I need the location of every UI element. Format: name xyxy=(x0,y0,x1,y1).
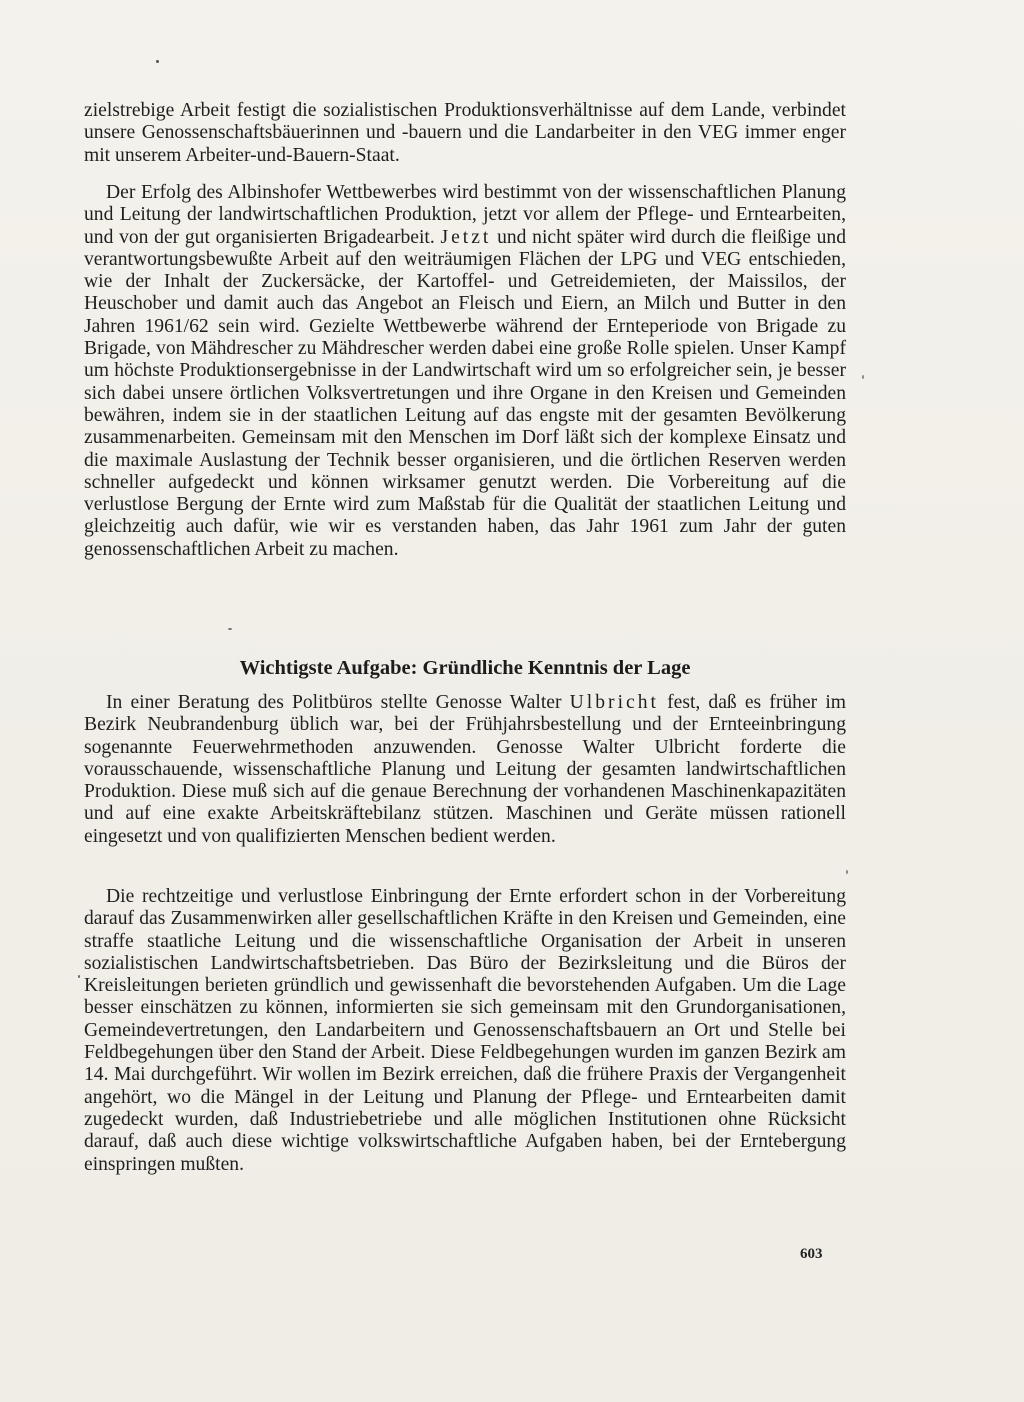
paragraph-text-end: und nicht später wird durch die fleißige und verantwortungsbewußte Arbeit auf den weiträumigen Flächen der LPG und VEG entschieden, wie der Inhalt der Zuckersäcke, der Kartoffel- und Getreidemieten, der Maissilos, der Heuschober und damit auch das Angebot an Fleisch und Eiern, an Milch und Butter in den Jahren 1961/62 sein wird. Gezielte Wettbewerbe während der Ernteperiode von Brigade zu Brigade, von Mähdrescher zu Mähdrescher werden dabei eine große Rolle spielen. Unser Kampf um höchste Produktionsergebnisse in der Landwirtschaft wird um so erfolgreicher sein, je besser sich dabei unsere örtlichen Volksvertretungen und ihre Organe in den Kreisen und Gemeinden bewähren, indem sie in der staatlichen Leitung auf das engste mit der gesamten Bevölkerung zusammenarbeiten. Gemeinsam mit den Menschen im Dorf läßt sich der komplexe Einsatz und die maximale Auslastung der Technik besser organisieren, und die örtlichen Reserven werden schneller aufgedeckt und können wirksamer genutzt werden. Die Vorbereitung auf die verlustlose Bergung der Ernte wird zum Maßstab für die Qualität der staatlichen Leitung und gleichzeitig auch dafür, wie wir es verstanden haben, das Jahr 1961 zum Jahr der guten genossenschaftlichen Arbeit zu machen. xyxy=(84,226,846,560)
section-heading: Wichtigste Aufgabe: Gründliche Kenntnis der Lage xyxy=(239,657,691,679)
paragraph-text-start: Der Erfolg des Albinshofer Wettbewerbes wird bestimmt von der wissenschaftlichen Planung und Leitung der landwirtschaftlichen Produktion, jetzt vor allem der Pflege- und Erntearbeiten, und von der gut organisierten Brigadearbeit. xyxy=(84,182,846,248)
paragraph-text xyxy=(84,692,846,848)
paragraph-politburo xyxy=(84,692,846,848)
page-number: 603 xyxy=(800,1246,823,1262)
print-speck xyxy=(862,375,864,379)
paragraph-text: Die rechtzeitige und verlustlose Einbringung der Ernte erfordert schon in der Vorbereitung darauf das Zusammenwirken aller gesellschaftlichen Kräfte in den Kreisen und Gemeinden, eine straffe staatliche Leitung und die wissenschaftliche Organisation der Arbeit in unseren sozialistischen Landwirtschaftsbetrieben. Das Büro der Bezirksleitung und die Büros der Kreisleitungen berieten gründlich und gewissenhaft die bevorstehenden Aufgaben. Um die Lage besser einschätzen zu können, informierten sie sich gemeinsam mit den Grundorganisationen, Gemeindevertretungen, den Landarbeitern und Genossenschaftsbauern an Ort und Stelle bei Feldbegehungen über den Stand der Arbeit. Diese Feldbegehungen wurden im ganzen Bezirk am 14. Mai durchgeführt. Wir wollen im Bezirk erreichen, daß die frühere Praxis der Vergangenheit angehört, wo die Mängel in der Leitung und Planung der Pflege- und Erntearbeiten damit zugedeckt wurden, daß Industriebetriebe und alle möglichen Institutionen ohne Rücksicht darauf, daß auch diese wichtige volkswirtschaftliche Aufgaben haben, bei der Erntebergung einspringen mußten. xyxy=(84,886,846,1175)
emphasized-name: Ulbricht xyxy=(569,692,659,713)
print-speck xyxy=(156,60,159,63)
print-speck xyxy=(78,975,80,978)
paragraph-harvest xyxy=(84,886,846,1176)
print-speck xyxy=(846,870,848,874)
paragraph-text-start: In einer Beratung des Politbüros stellte Genosse Walter xyxy=(106,692,570,713)
paragraph-albinshof-competition xyxy=(84,182,846,561)
paragraph-text xyxy=(84,182,846,561)
print-speck xyxy=(228,628,232,630)
emphasized-word: Jetzt xyxy=(440,226,492,248)
paragraph-continuation xyxy=(84,100,846,167)
paragraph-text: zielstrebige Arbeit festigt die sozialistischen Produktionsverhältnisse auf dem Lande, verbindet unsere Genossenschaftsbäuerinnen und -bauern und die Landarbeiter in den VEG immer enger mit unserem Arbeiter-und-Bauern-Staat. xyxy=(84,100,846,166)
paragraph-text-end: fest, daß es früher im Bezirk Neubrandenburg üblich war, bei der Frühjahrsbestellung und der Ernteeinbringung sogenannte Feuerwehrmethoden anzuwenden. Genosse Walter Ulbricht forderte die vorausschauende, wissenschaftliche Planung und Leitung der gesamten landwirtschaftlichen Produktion. Diese muß sich auf die genaue Berechnung der vorhandenen Maschinenkapazitäten und auf eine exakte Arbeitskräftebilanz stützen. Maschinen und Geräte müssen rationell eingesetzt und von qualifizierten Menschen bedient werden. xyxy=(84,692,846,847)
